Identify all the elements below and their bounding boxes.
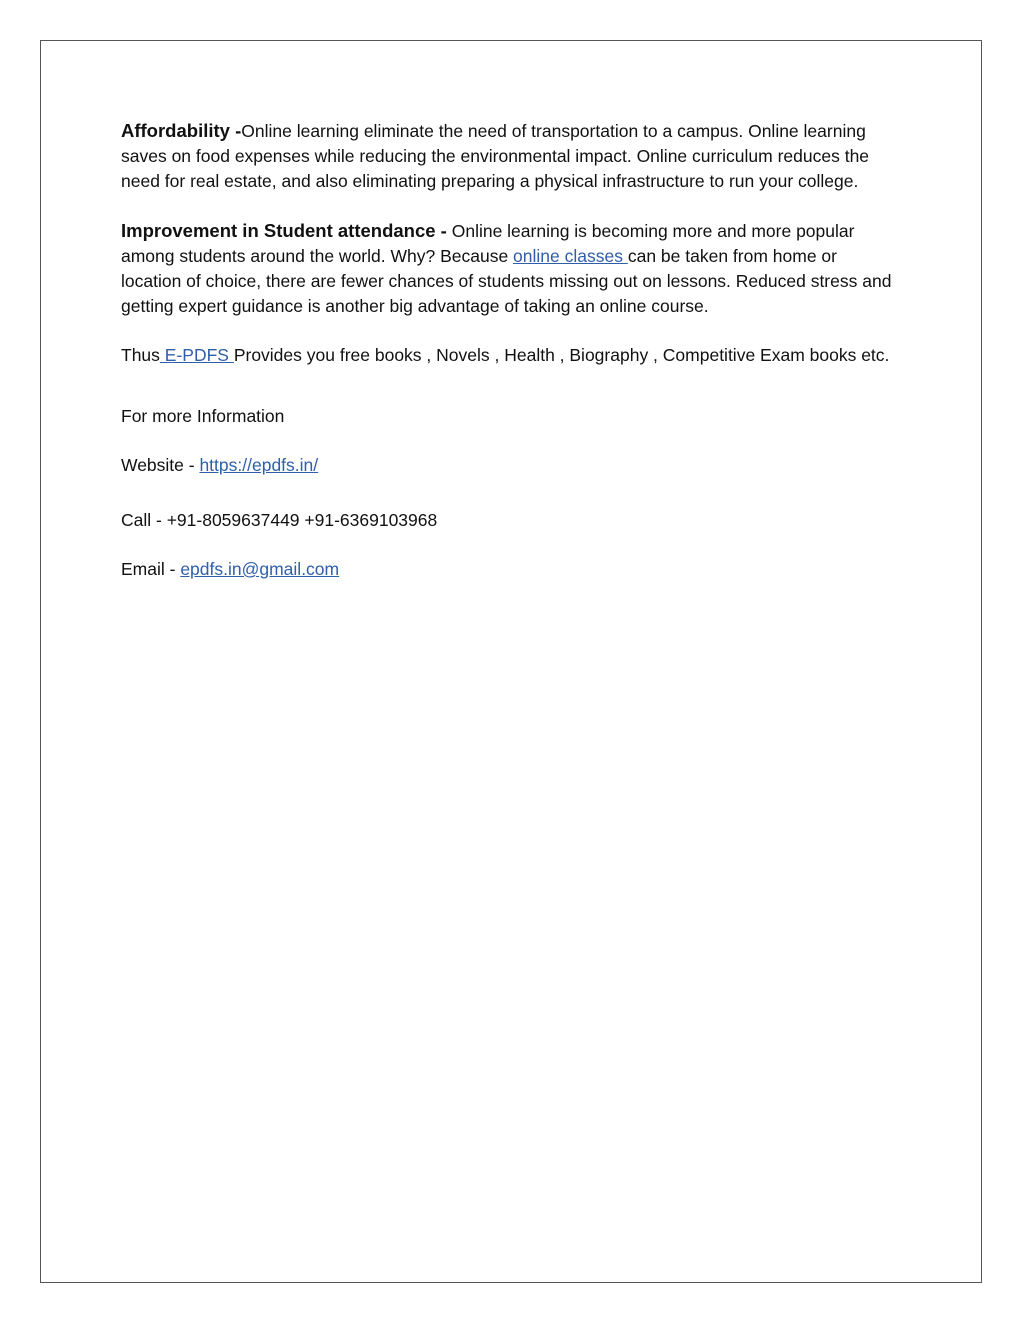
attendance-text-after-link: can be taken from home or location of choice, there are fewer chances of students missing out on lessons. Reduced stress and getting expert guidance is another big advantage of taking an online course. (121, 246, 892, 316)
epdfs-link[interactable]: E-PDFS (159, 345, 234, 365)
email-label: Email - (121, 559, 181, 579)
thus-paragraph (121, 343, 901, 368)
document-body (121, 118, 901, 582)
website-label: Website - (121, 455, 200, 475)
attendance-text-before-link: Online learning is becoming more and more popular among students around the world. Why? Because (121, 221, 855, 266)
call-line (121, 508, 901, 533)
call-text: Call - +91-8059637449 +91-6369103968 (121, 510, 438, 530)
website-link[interactable]: https://epdfs.in/ (199, 455, 319, 475)
email-link[interactable]: epdfs.in@gmail.com (180, 559, 340, 579)
affordability-text: Online learning eliminate the need of transportation to a campus. Online learning saves on food expenses while reducing the environmental impact. Online curriculum reduces the need for real estate, and also eliminating preparing a physical infrastructure to run your college. (121, 121, 870, 191)
affordability-paragraph (121, 118, 901, 194)
attendance-heading: Improvement in Student attendance - (121, 220, 447, 241)
affordability-heading: Affordability - (121, 120, 242, 141)
more-info-line (121, 404, 901, 429)
attendance-paragraph (121, 218, 901, 319)
thus-suffix: Provides you free books , Novels , Health , Biography , Competitive Exam books etc. (233, 345, 890, 365)
email-line (121, 557, 901, 582)
online-classes-link[interactable]: online classes (513, 246, 628, 266)
website-line (121, 453, 901, 478)
thus-prefix: Thus (121, 345, 160, 365)
more-info-label: For more Information (121, 406, 285, 426)
